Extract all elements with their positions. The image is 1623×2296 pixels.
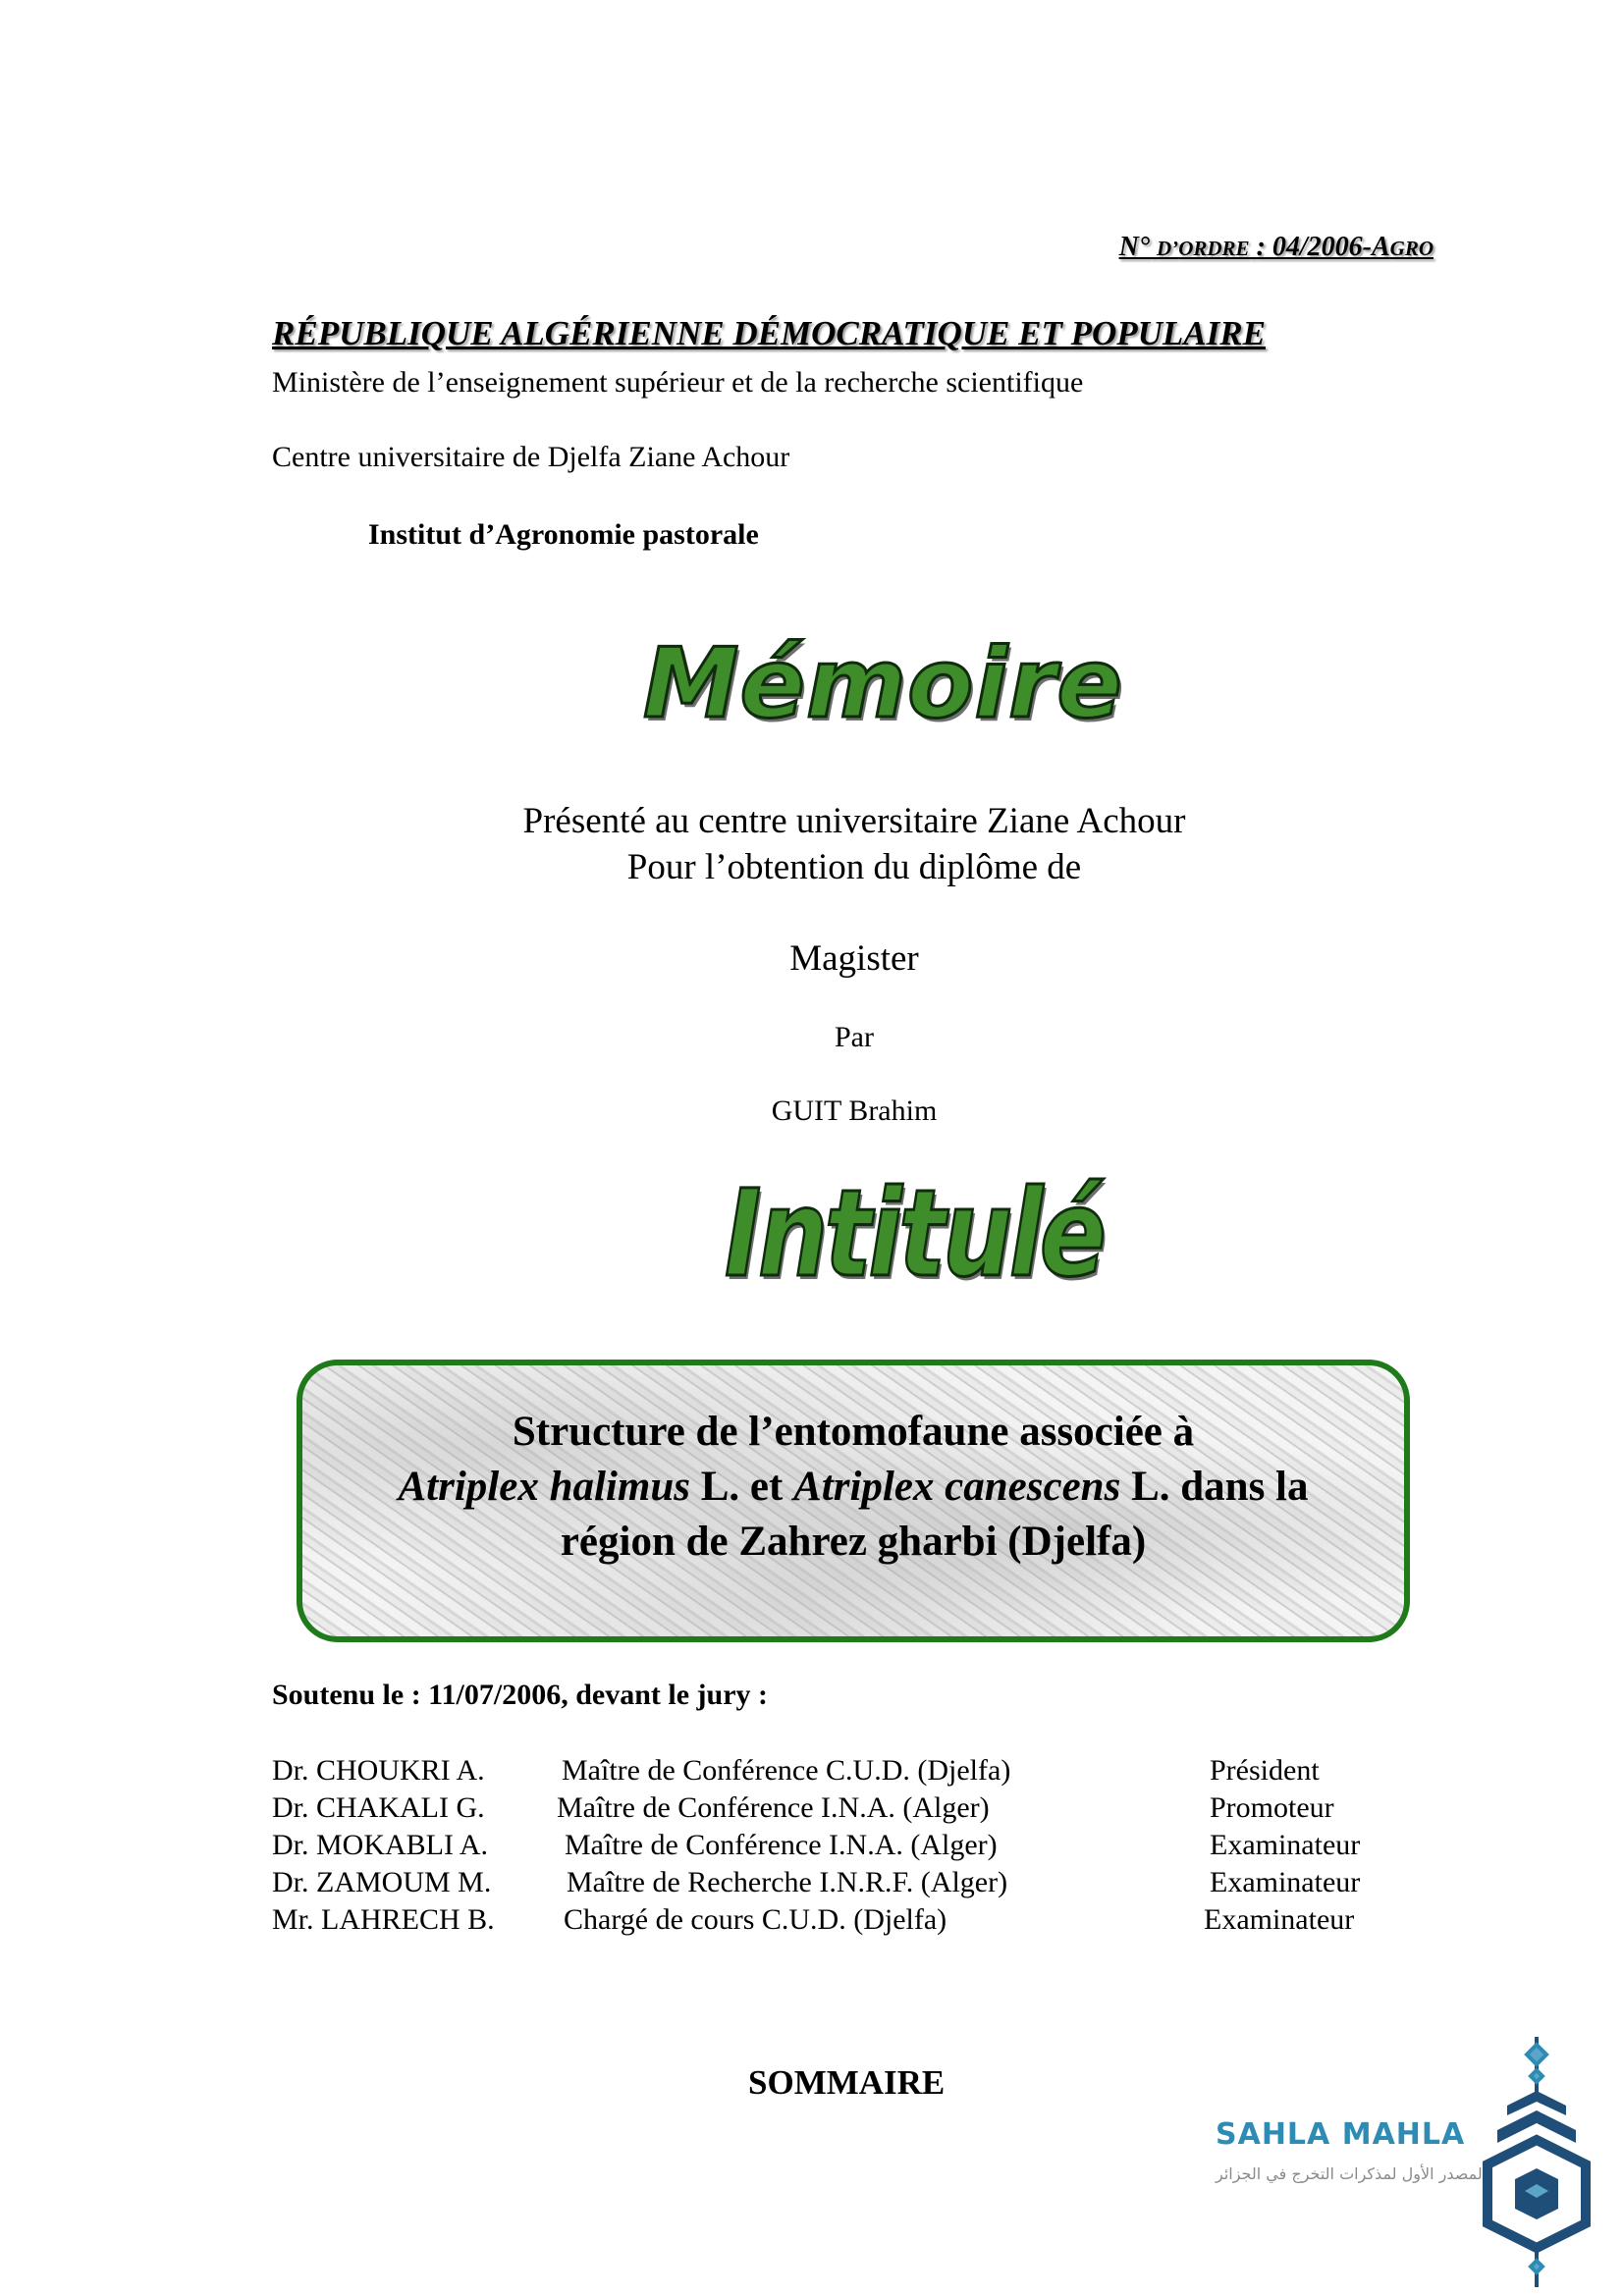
presentation-line-1: Présenté au centre universitaire Ziane Achour <box>522 801 1186 841</box>
ministry-line: Ministère de l’enseignement supérieur et de la recherche scientifique <box>272 366 1084 399</box>
species-1: Atriplex halimus <box>398 1464 690 1510</box>
order-number: N° D’ORDRE : 04/2006-AGRO <box>1118 232 1434 262</box>
memoire-wordart: Mémoire <box>643 628 1123 740</box>
centre-line: Centre universitaire de Djelfa Ziane Achour <box>272 441 790 473</box>
par-label: Par <box>835 1021 874 1053</box>
defense-date: Soutenu le : 11/07/2006, devant le jury : <box>272 1679 769 1711</box>
degree: Magister <box>789 938 919 979</box>
jury-role: Examinateur <box>1210 1866 1361 1898</box>
species-2: Atriplex canescens <box>793 1464 1121 1510</box>
thesis-title <box>302 1405 1404 1570</box>
jury-name: Dr. MOKABLI A. <box>272 1829 489 1861</box>
jury-role: Promoteur <box>1210 1791 1334 1824</box>
jury-name: Mr. LAHRECH B. <box>272 1903 495 1936</box>
logo-tagline: المصدر الأول لمذكرات التخرج في الجزائر <box>1216 2164 1488 2183</box>
jury-position: Maître de Recherche I.N.R.F. (Alger) <box>567 1866 1008 1898</box>
jury-role: Examinateur <box>1204 1903 1355 1936</box>
jury-position: Maître de Conférence I.N.A. (Alger) <box>565 1829 998 1861</box>
sahla-mahla-emblem-icon <box>1478 2037 1596 2287</box>
jury-position: Chargé de cours C.U.D. (Djelfa) <box>564 1903 947 1936</box>
intitule-wordart: Intitulé <box>725 1164 1104 1304</box>
jury-position: Maître de Conférence I.N.A. (Alger) <box>557 1791 990 1824</box>
author-name: GUIT Brahim <box>771 1095 938 1127</box>
jury-name: Dr. ZAMOUM M. <box>272 1866 492 1898</box>
jury-role: Président <box>1210 1754 1320 1787</box>
thesis-title-line-2: Atriplex halimus L. et Atriplex canescens L. dans la <box>398 1464 1309 1510</box>
thesis-title-line-1: Structure de l’entomofaune associée à <box>512 1409 1195 1455</box>
presentation-line-2: Pour l’obtention du diplôme de <box>626 847 1082 887</box>
jury-position: Maître de Conférence C.U.D. (Djelfa) <box>562 1754 1011 1787</box>
thesis-title-line-3: région de Zahrez gharbi (Djelfa) <box>560 1519 1147 1565</box>
jury-name: Dr. CHAKALI G. <box>272 1791 485 1824</box>
jury-role: Examinateur <box>1210 1829 1361 1861</box>
institut-line: Institut d’Agronomie pastorale <box>368 518 759 551</box>
republic-heading: RÉPUBLIQUE ALGÉRIENNE DÉMOCRATIQUE ET POPULAIRE <box>272 314 1266 352</box>
sommaire-heading: SOMMAIRE <box>748 2063 946 2102</box>
jury-name: Dr. CHOUKRI A. <box>272 1754 485 1787</box>
logo-name: SAHLA MAHLA <box>1216 2117 1466 2152</box>
thesis-title-box <box>297 1360 1410 1642</box>
